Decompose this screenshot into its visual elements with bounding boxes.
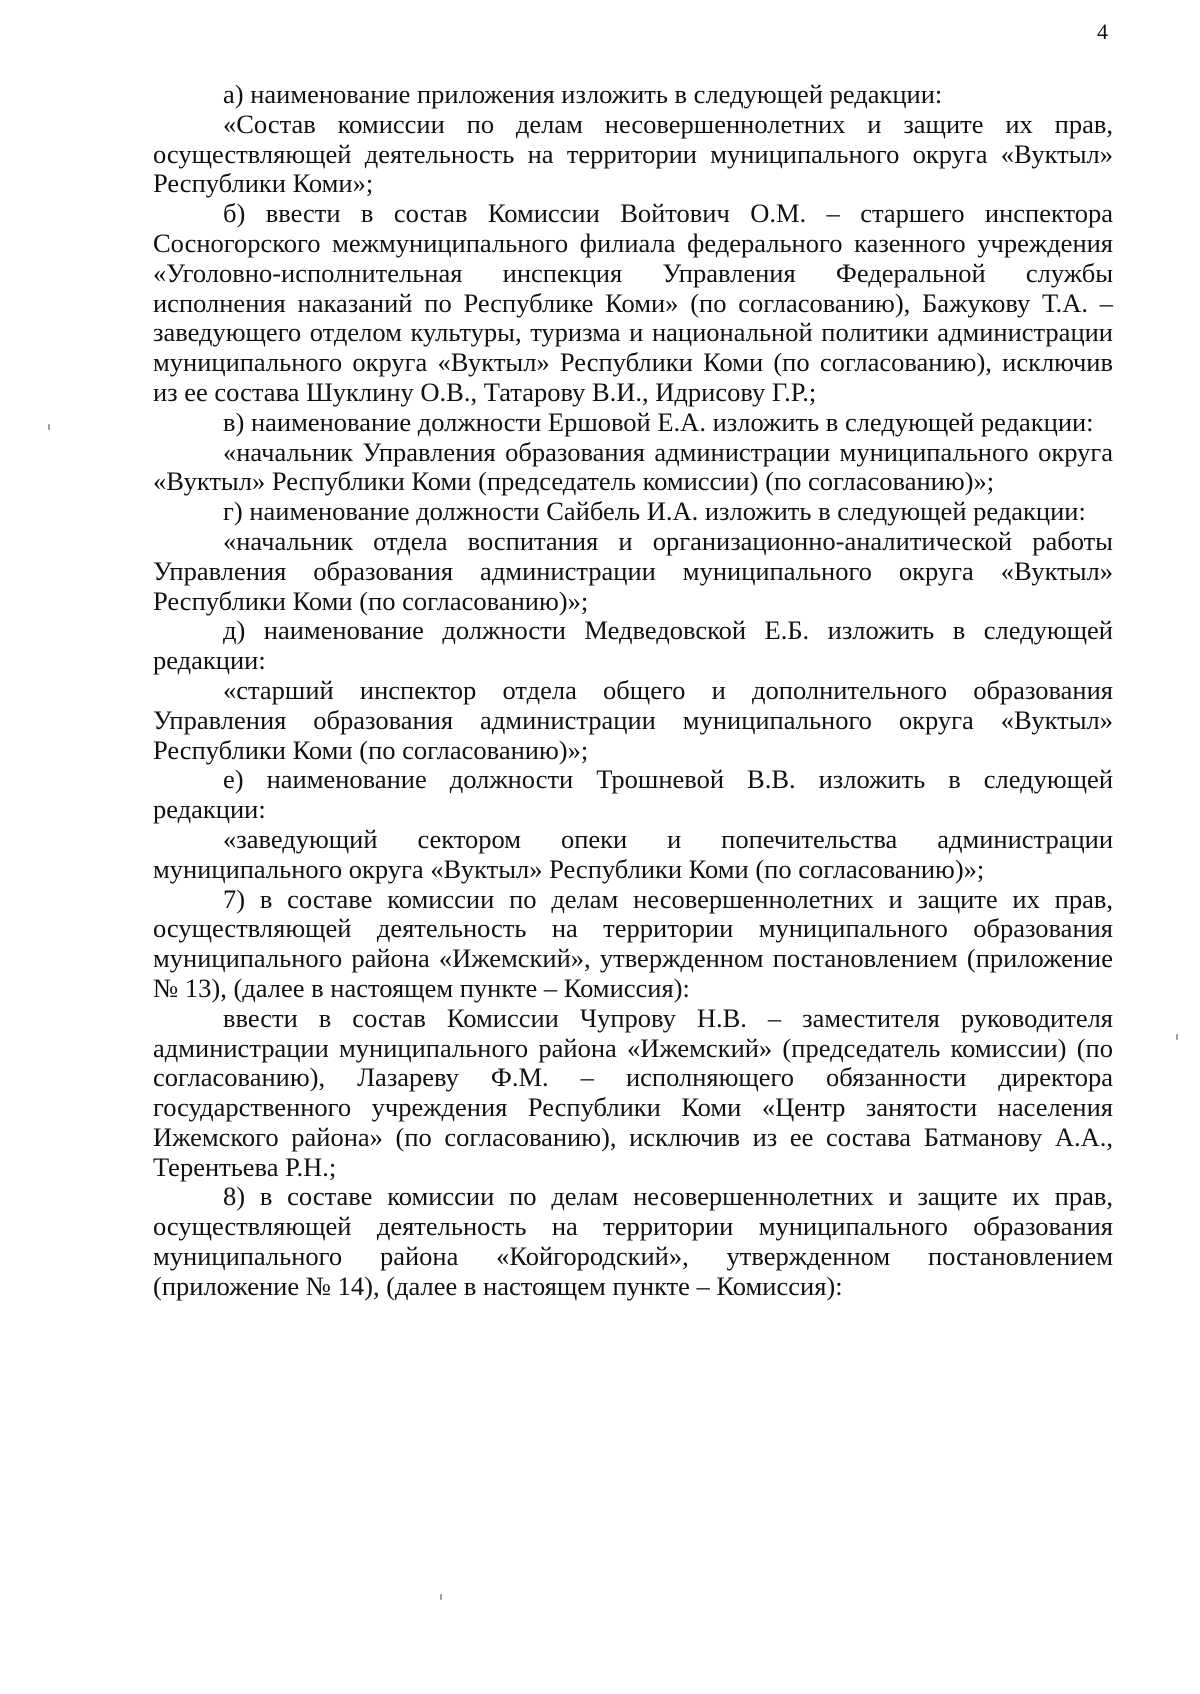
paragraph-e-text: «заведующий сектором опеки и попечительства администрации муниципального округа «Вуктыл» Республики Коми (по согласованию)»; [153,823,1113,884]
paragraph-appendix-title: «Состав комиссии по делам несовершеннолетних и защите их прав, осуществляющей деятельность на территории муниципального округа «Вуктыл» Республики Коми»; [153,108,1113,199]
paragraph-7-text: ввести в состав Комиссии Чупрову Н.В. – заместителя руководителя администрации муниципального района «Ижемский» (председатель комиссии) (по согласованию), Лазареву Ф.М. – исполняющего обязанности директора государственного учреждения Республики Коми «Центр занятости населения Ижемского района» (по согласованию), исключив из ее состава Батманову А.А., Терентьева Р.Н.; [153,1002,1113,1182]
paragraph-v: в) наименование должности Ершовой Е.А. изложить в следующей редакции: [223,406,1094,437]
paragraph-d-text: «старший инспектор отдела общего и дополнительного образования Управления образования администрации муниципального округа «Вуктыл» Республики Коми (по согласованию)»; [153,674,1113,765]
paragraph-d: д) наименование должности Медведовской Е.Б. изложить в следующей редакции: [153,615,1113,676]
document-body [153,80,1113,1302]
scan-speck [440,1594,442,1600]
paragraph-8: 8) в составе комиссии по делам несовершеннолетних и защите их прав, осуществляющей деятельность на территории муниципального образования муниципального района «Койгородский», утвержденном постановлением (приложение № 14), (далее в настоящем пункте – Комиссия): [153,1181,1113,1301]
paragraph-b: б) ввести в состав Комиссии Войтович О.М. – старшего инспектора Сосногорского межмуниципального филиала федерального казенного учреждения «Уголовно-исполнительная инспекция Управления Федеральной службы исполнения наказаний по Республике Коми» (по согласованию), Бажукову Т.А. – заведующего отделом культуры, туризма и национальной политики администрации муниципального округа «Вуктыл» Республики Коми (по согласованию), исключив из ее состава Шуклину О.В., Татарову В.И., Идрисову Г.Р.; [153,198,1113,407]
paragraph-a: а) наименование приложения изложить в следующей редакции: [223,79,943,109]
scan-speck [1176,1034,1178,1040]
scan-speck [48,424,50,430]
page-number: 4 [1097,19,1108,44]
paragraph-e: е) наименование должности Трошневой В.В. изложить в следующей редакции: [153,764,1113,825]
paragraph-7: 7) в составе комиссии по делам несовершеннолетних и защите их прав, осуществляющей деятельность на территории муниципального образования муниципального района «Ижемский», утвержденном постановлением (приложение № 13), (далее в настоящем пункте – Комиссия): [153,883,1113,1003]
paragraph-v-text: «начальник Управления образования администрации муниципального округа «Вуктыл» Республики Коми (председатель комиссии) (по согласованию)»; [153,436,1113,497]
paragraph-g: г) наименование должности Сайбель И.А. изложить в следующей редакции: [223,496,1086,527]
paragraph-g-text: «начальник отдела воспитания и организационно-аналитической работы Управления образования администрации муниципального округа «Вуктыл» Республики Коми (по согласованию)»; [153,525,1113,616]
